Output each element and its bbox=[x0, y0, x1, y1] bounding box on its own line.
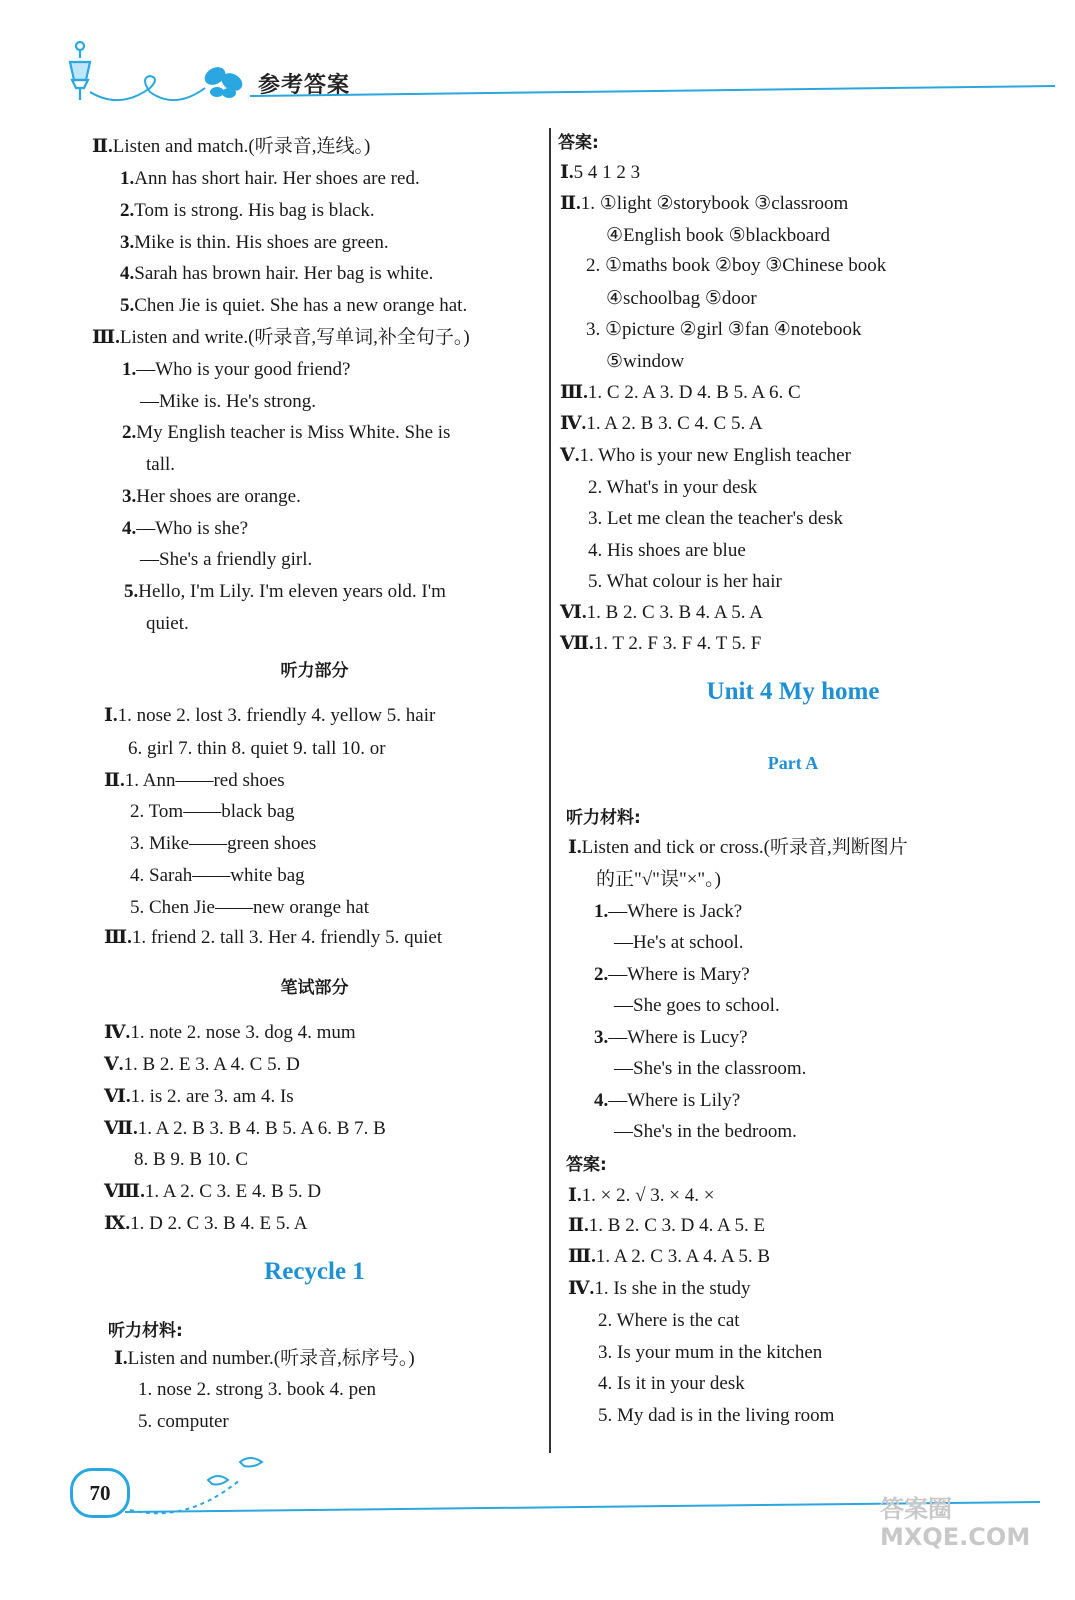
line-text: 听力材料: bbox=[566, 808, 641, 828]
line-text: 5. computer bbox=[138, 1411, 229, 1432]
left-line bbox=[122, 516, 248, 542]
left-line bbox=[120, 198, 375, 224]
butterfly-icon bbox=[201, 64, 245, 98]
page-footer bbox=[0, 1440, 1075, 1600]
right-line bbox=[568, 1213, 765, 1239]
left-line bbox=[104, 1052, 300, 1078]
left-line bbox=[104, 1179, 321, 1205]
left-line bbox=[146, 452, 175, 478]
header-title: 参考答案 bbox=[258, 73, 351, 98]
left-line bbox=[104, 1084, 294, 1110]
line-text: 1. friend 2. tall 3. Her 4. friendly 5. quiet bbox=[131, 927, 443, 948]
line-text: 1. is 2. are 3. am 4. Is bbox=[130, 1086, 294, 1107]
line-text: 1. A 2. B 3. C 4. C 5. A bbox=[586, 413, 763, 434]
item-number: 5. bbox=[120, 295, 135, 316]
left-line bbox=[134, 1147, 248, 1173]
line-text: 1. Ann——red shoes bbox=[124, 770, 285, 791]
left-line bbox=[122, 484, 301, 510]
line-text: —She goes to school. bbox=[614, 995, 780, 1016]
right-line bbox=[614, 1119, 797, 1145]
item-number: Ⅰ. bbox=[568, 837, 582, 858]
item-number: Ⅰ. bbox=[560, 162, 574, 183]
item-number: Ⅲ. bbox=[104, 927, 132, 948]
item-number: Ⅳ. bbox=[104, 1022, 131, 1043]
left-line bbox=[140, 547, 312, 573]
left-line bbox=[92, 325, 470, 351]
item-number: Ⅶ. bbox=[104, 1118, 138, 1139]
right-line bbox=[614, 993, 780, 1019]
right-line bbox=[568, 1276, 751, 1302]
right-line bbox=[560, 631, 761, 657]
item-number: Ⅴ. bbox=[560, 445, 580, 466]
part-title: Part A bbox=[767, 753, 819, 773]
item-number: 1. bbox=[122, 359, 137, 380]
line-text: —Who is she? bbox=[136, 518, 249, 539]
right-line bbox=[598, 1403, 834, 1429]
line-text: 2. What's in your desk bbox=[588, 477, 758, 498]
left-line bbox=[138, 1409, 229, 1435]
right-line bbox=[586, 253, 886, 279]
line-text: Ann has short hair. Her shoes are red. bbox=[134, 168, 420, 189]
left-line bbox=[130, 895, 369, 921]
line-text: —She's in the classroom. bbox=[614, 1058, 807, 1079]
line-text: 1. nose 2. lost 3. friendly 4. yellow 5. hair bbox=[117, 705, 436, 726]
right-line bbox=[568, 1183, 714, 1209]
section-heading: 听力材料: bbox=[108, 1321, 183, 1341]
line-text: —Where is Lily? bbox=[608, 1090, 741, 1111]
line-text: 6. girl 7. thin 8. quiet 9. tall 10. or bbox=[128, 738, 386, 759]
line-text: ④English book ⑤blackboard bbox=[606, 225, 831, 246]
item-number: 3. bbox=[122, 486, 137, 507]
line-text: 答案: bbox=[558, 133, 599, 153]
line-text: 1. note 2. nose 3. dog 4. mum bbox=[130, 1022, 356, 1043]
right-line bbox=[560, 411, 763, 437]
line-text: —He's at school. bbox=[614, 932, 744, 953]
line-text: —She's a friendly girl. bbox=[140, 549, 313, 570]
section-heading: 笔试部分 bbox=[280, 978, 349, 998]
right-line bbox=[588, 569, 782, 595]
right-line bbox=[560, 191, 848, 217]
line-text: Chen Jie is quiet. She has a new orange hat. bbox=[134, 295, 468, 316]
item-number: 1. bbox=[120, 168, 135, 189]
line-text: 5. What colour is her hair bbox=[588, 571, 782, 592]
right-line bbox=[606, 223, 830, 249]
left-line bbox=[130, 863, 305, 889]
line-text: 1. Who is your new English teacher bbox=[579, 445, 851, 466]
item-number: 4. bbox=[120, 263, 135, 284]
line-text: 1. B 2. C 3. D 4. A 5. E bbox=[588, 1215, 766, 1236]
right-line bbox=[558, 130, 599, 156]
line-text: Sarah has brown hair. Her bag is white. bbox=[134, 263, 434, 284]
line-text: 2. Where is the cat bbox=[598, 1310, 740, 1331]
line-text: 1. B 2. C 3. B 4. A 5. A bbox=[586, 602, 763, 623]
line-text: 4. Is it in your desk bbox=[598, 1373, 745, 1394]
line-text: 2. Tom——black bag bbox=[130, 801, 295, 822]
right-line bbox=[588, 538, 746, 564]
line-text: —Where is Lucy? bbox=[608, 1027, 748, 1048]
right-line bbox=[614, 1056, 806, 1082]
lamp-icon bbox=[70, 42, 90, 100]
line-text: 4. Sarah——white bag bbox=[130, 865, 305, 886]
left-line bbox=[114, 1346, 415, 1372]
left-line bbox=[92, 134, 370, 160]
page-number: 70 bbox=[70, 1468, 130, 1518]
right-line bbox=[598, 1308, 740, 1334]
line-text: Listen and number.(听录音,标序号。) bbox=[127, 1348, 415, 1369]
watermark-logo: 答案圈 MXQE.COM bbox=[880, 1495, 1031, 1551]
left-line bbox=[130, 831, 316, 857]
line-text: 1. × 2. √ 3. × 4. × bbox=[581, 1185, 715, 1206]
left-line bbox=[122, 420, 450, 446]
line-text: 1. A 2. C 3. A 4. A 5. B bbox=[595, 1246, 771, 1267]
right-line bbox=[598, 1371, 745, 1397]
line-text: 1. A 2. B 3. B 4. B 5. A 6. B 7. B bbox=[137, 1118, 386, 1139]
line-text: —Where is Jack? bbox=[608, 901, 743, 922]
line-text: 答案: bbox=[566, 1155, 607, 1175]
line-text: 的正"√"误"×"。) bbox=[596, 869, 721, 890]
right-line bbox=[568, 1244, 770, 1270]
line-text: 8. B 9. B 10. C bbox=[134, 1149, 249, 1170]
right-line bbox=[588, 506, 843, 532]
line-text: 3. ①picture ②girl ③fan ④notebook bbox=[586, 319, 862, 340]
right-line bbox=[594, 1025, 748, 1051]
bird-icon bbox=[208, 1458, 262, 1485]
line-text: tall. bbox=[146, 454, 176, 475]
right-line bbox=[596, 867, 721, 893]
item-number: Ⅲ. bbox=[560, 382, 588, 403]
line-text: 2. ①maths book ②boy ③Chinese book bbox=[586, 255, 887, 276]
page-header bbox=[0, 0, 1075, 120]
line-text: Listen and write.(听录音,写单词,补全句子。) bbox=[119, 327, 470, 348]
line-text: 5. Chen Jie——new orange hat bbox=[130, 897, 370, 918]
left-line bbox=[120, 230, 389, 256]
left-line bbox=[128, 736, 386, 762]
item-number: Ⅵ. bbox=[104, 1086, 131, 1107]
line-text: Tom is strong. His bag is black. bbox=[134, 200, 375, 221]
item-number: 3. bbox=[594, 1027, 609, 1048]
left-line bbox=[104, 1116, 386, 1142]
line-text: 1. Is she in the study bbox=[594, 1278, 751, 1299]
line-text: —Where is Mary? bbox=[608, 964, 750, 985]
item-number: 5. bbox=[124, 581, 139, 602]
left-line bbox=[104, 703, 435, 729]
right-line bbox=[560, 600, 763, 626]
left-line bbox=[104, 768, 285, 794]
left-line bbox=[120, 293, 467, 319]
line-text: 1. C 2. A 3. D 4. B 5. A 6. C bbox=[587, 382, 801, 403]
line-text: 1. T 2. F 3. F 4. T 5. F bbox=[593, 633, 762, 654]
line-text: 1. D 2. C 3. B 4. E 5. A bbox=[130, 1213, 308, 1234]
item-number: 3. bbox=[120, 232, 135, 253]
unit-title-my-home: Unit 4 My home bbox=[706, 678, 880, 705]
item-number: Ⅱ. bbox=[104, 770, 125, 791]
left-line bbox=[104, 925, 442, 951]
header-rule bbox=[250, 86, 1055, 96]
left-line bbox=[146, 611, 189, 637]
item-number: Ⅲ. bbox=[92, 327, 120, 348]
item-number: Ⅰ. bbox=[568, 1185, 582, 1206]
column-divider bbox=[549, 128, 551, 1453]
left-line bbox=[122, 357, 350, 383]
item-number: Ⅲ. bbox=[568, 1246, 596, 1267]
line-text: 3. Is your mum in the kitchen bbox=[598, 1342, 823, 1363]
item-number: Ⅱ. bbox=[92, 136, 113, 157]
item-number: Ⅳ. bbox=[560, 413, 587, 434]
line-text: —She's in the bedroom. bbox=[614, 1121, 797, 1142]
right-line bbox=[566, 805, 641, 831]
line-text: Mike is thin. His shoes are green. bbox=[134, 232, 389, 253]
line-text: 3. Let me clean the teacher's desk bbox=[588, 508, 844, 529]
item-number: Ⅱ. bbox=[560, 193, 581, 214]
left-line bbox=[124, 579, 446, 605]
right-line bbox=[606, 349, 684, 375]
right-line bbox=[614, 930, 744, 956]
right-line bbox=[586, 317, 862, 343]
line-text: Listen and match.(听录音,连线。) bbox=[112, 136, 371, 157]
left-line bbox=[138, 1377, 376, 1403]
left-line bbox=[120, 166, 420, 192]
left-line bbox=[130, 799, 295, 825]
line-text: 5 4 1 2 3 bbox=[573, 162, 641, 183]
line-text: 4. His shoes are blue bbox=[588, 540, 746, 561]
line-text: 1. nose 2. strong 3. book 4. pen bbox=[138, 1379, 377, 1400]
item-number: Ⅳ. bbox=[568, 1278, 595, 1299]
left-line bbox=[104, 1020, 356, 1046]
swirl-line bbox=[90, 76, 205, 100]
right-line bbox=[568, 835, 908, 861]
left-line bbox=[140, 389, 316, 415]
right-line bbox=[594, 1088, 740, 1114]
line-text: Hello, I'm Lily. I'm eleven years old. I'm bbox=[138, 581, 446, 602]
item-number: Ⅸ. bbox=[104, 1213, 131, 1234]
unit-title-recycle: Recycle 1 bbox=[264, 1258, 365, 1285]
line-text: Her shoes are orange. bbox=[136, 486, 301, 507]
line-text: 3. Mike——green shoes bbox=[130, 833, 317, 854]
line-text: —Mike is. He's strong. bbox=[140, 391, 317, 412]
right-line bbox=[566, 1152, 607, 1178]
line-text: My English teacher is Miss White. She is bbox=[136, 422, 451, 443]
item-number: 2. bbox=[122, 422, 137, 443]
item-number: 1. bbox=[594, 901, 609, 922]
right-line bbox=[588, 475, 757, 501]
right-line bbox=[598, 1340, 822, 1366]
line-text: Listen and tick or cross.(听录音,判断图片 bbox=[581, 837, 908, 858]
right-line bbox=[560, 160, 640, 186]
line-text: 1. ①light ②storybook ③classroom bbox=[580, 193, 849, 214]
right-line bbox=[560, 443, 851, 469]
header-decoration bbox=[0, 0, 1075, 120]
line-text: 1. B 2. E 3. A 4. C 5. D bbox=[123, 1054, 300, 1075]
left-line bbox=[120, 261, 433, 287]
item-number: Ⅰ. bbox=[114, 1348, 128, 1369]
item-number: Ⅰ. bbox=[104, 705, 118, 726]
item-number: 2. bbox=[120, 200, 135, 221]
line-text: 1. A 2. C 3. E 4. B 5. D bbox=[144, 1181, 322, 1202]
item-number: Ⅵ. bbox=[560, 602, 587, 623]
line-text: quiet. bbox=[146, 613, 189, 634]
right-line bbox=[594, 962, 750, 988]
line-text: ④schoolbag ⑤door bbox=[606, 288, 757, 309]
right-line bbox=[560, 380, 801, 406]
item-number: 4. bbox=[594, 1090, 609, 1111]
item-number: Ⅱ. bbox=[568, 1215, 589, 1236]
line-text: ⑤window bbox=[606, 351, 685, 372]
right-line bbox=[594, 899, 742, 925]
item-number: Ⅷ. bbox=[104, 1181, 145, 1202]
line-text: 5. My dad is in the living room bbox=[598, 1405, 835, 1426]
item-number: Ⅴ. bbox=[104, 1054, 124, 1075]
item-number: 4. bbox=[122, 518, 137, 539]
section-heading: 听力部分 bbox=[280, 661, 349, 681]
item-number: Ⅶ. bbox=[560, 633, 594, 654]
line-text: —Who is your good friend? bbox=[136, 359, 351, 380]
item-number: 2. bbox=[594, 964, 609, 985]
left-line bbox=[104, 1211, 308, 1237]
right-line bbox=[606, 286, 757, 312]
